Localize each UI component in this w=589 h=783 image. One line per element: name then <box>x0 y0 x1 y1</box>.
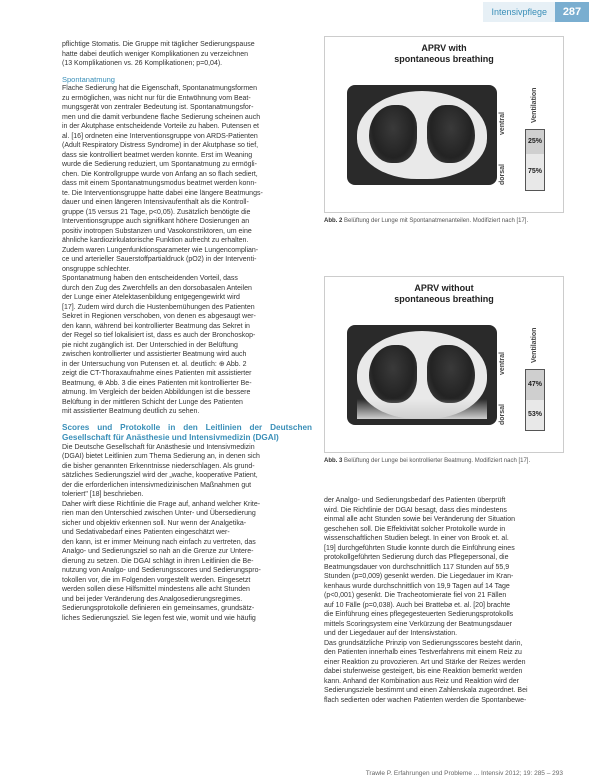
text-line: (p<0,001) gesenkt. Die Tracheotomierate fiel von 21 Fällen <box>324 592 507 599</box>
text-line: Flache Sedierung hat die Eigenschaft, Spontanatmungsformen <box>62 85 257 92</box>
ventilation-top-value: 47% <box>526 370 544 400</box>
ventilation-bar <box>525 129 545 191</box>
text-line: (Adult Respiratory Distress Syndrome) in der Akutphase so tief, <box>62 142 259 149</box>
text-line: sätzliches Sedierungsziel wird der „wache, kooperative Patient, <box>62 472 258 479</box>
text-line: al. [16] ordneten eine Interventionsgruppe von ARDS-Patienten <box>62 132 258 140</box>
figure-abb3-image <box>324 276 564 453</box>
ventilation-bottom-value: 75% <box>526 154 544 190</box>
text-line: gruppe (15 versus 21 Tage, p<0,05). Zusätzlich benötigte die <box>62 208 251 216</box>
text-line: positiv inotropen Substanzen und Vasokonstriktoren, um eine <box>62 227 252 235</box>
text-line: rien man den Unterschied zwischen Unter- und Übersedierung <box>62 510 256 517</box>
spontanatmung-body <box>62 84 312 417</box>
ct-scan-image <box>347 325 497 425</box>
text-line: dass sie kontrolliert beatmet werden konnte. Erst im Weaning <box>62 151 253 159</box>
text-line: dass mit einem Spontanatmungsmodus beatmet werden konn- <box>62 180 257 187</box>
running-header <box>483 0 589 24</box>
right-col-body <box>324 496 570 705</box>
figure-abb3-caption: Abb. 3 Belüftung der Lunge bei kontrollierter Beatmung. Modifiziert nach [17]. <box>324 458 531 464</box>
text-line: einmal alle acht Stunden sowie bei Veränderung der Situation <box>324 516 516 523</box>
figure-abb2 <box>324 36 564 225</box>
text-line: zwischen kontrollierter und assistierter Beatmung wird auch <box>62 351 247 358</box>
text-line: ähnliche kardiozirkulatorische Funktion aufrecht zu erhalten. <box>62 237 249 244</box>
text-line: in der Akutphase entscheidende Vorteile zu haben. Putensen et <box>62 123 259 130</box>
ventilation-bottom-value: 53% <box>526 400 544 430</box>
text-line: ce und arterieller Sauerstoffpartialdruck (pO2) in der Interventi- <box>62 256 257 263</box>
text-line: der Lunge einer Atelektasenbildung entgegengewirkt wird <box>62 294 240 301</box>
left-column <box>62 40 312 623</box>
text-line: werden sollen diese Hilfsmittel mindestens alle acht Stunden <box>62 586 250 593</box>
ct-scan-image <box>347 85 497 185</box>
ventilation-bar <box>525 369 545 431</box>
text-line: pie nicht zugänglich ist. Der Unterschied in der Belüftung <box>62 341 238 349</box>
text-line: und Sedativabedarf eines Patienten eingeschätzt wer- <box>62 529 230 536</box>
text-line: Zudem waren Lungenfunktionsparameter wie Lungencomplian- <box>62 246 259 254</box>
text-line: wurde die Sedierung reduziert, um Spontanatmung zu ermögli- <box>62 161 257 168</box>
text-line: toleriert" [18] beschrieben. <box>62 491 144 498</box>
text-line: atmung. Im Vergleich der beiden Abbildungen ist die bessere <box>62 389 251 396</box>
text-line: sicher und objektiv erkennen soll. Nur wenn der Analgetika- <box>62 519 247 527</box>
figure-abb2-image <box>324 36 564 213</box>
text-line: Stunden (p=0,009) gesenkt werden. Die Liegedauer im Kran- <box>324 573 514 580</box>
text-line: der Regel so tief lokalisiert ist, dass es auch der Bronchoskop- <box>62 332 256 339</box>
figure-abb3-title-2: spontaneous breathing <box>394 294 494 304</box>
scores-body <box>62 443 312 624</box>
text-line: und der Liegedauer auf der Intensivstation. <box>324 630 458 637</box>
text-line: [19] durchgeführten Studie konnte durch die Einführung eines <box>324 544 515 552</box>
page-number: 287 <box>555 2 589 22</box>
text-line: zu ermöglichen, was nicht nur für die Entwöhnung vom Beat- <box>62 94 251 102</box>
text-line: flach sedierten oder wachen Patienten werden die Spontanbewe- <box>324 696 527 704</box>
text-line: Spontanatmung haben den entscheidenden Vorteil, dass <box>62 275 238 282</box>
label-dorsal: dorsal <box>499 403 506 425</box>
text-line: Die Deutsche Gesellschaft für Anästhesie und Intensivmedizin <box>62 443 255 451</box>
text-line: Sedierungsprotokolle definieren ein gemeinsames, grundsätz- <box>62 605 255 612</box>
page-footer: Trawle P. Erfahrungen und Probleme ... Intensiv 2012; 19: 285 – 293 <box>365 770 563 777</box>
text-line: Analgo- und Sedierungsziel so nah an die Grenze zur Untere- <box>62 548 254 555</box>
text-line: den kann, ist er immer Meinung nach einfach zu vertreten, das <box>62 538 256 546</box>
text-line: te. Die Interventionsgruppe hatte dabei eine längere Beatmungs- <box>62 189 263 197</box>
text-line: mittels Scoringsystem eine Verkürzung der Beatmungsdauer <box>324 620 512 628</box>
text-line: hatte dabei deutlich weniger Komplikationen zu verzeichnen <box>62 50 249 58</box>
text-line: liches Sedierungsziel. Sie legen fest wie, womit und wie häufig <box>62 614 256 622</box>
text-line: onsgruppe schlechter. <box>62 265 131 273</box>
text-line: den Patienten innerhalb eines Testverfahrens mit einem Reiz zu <box>324 649 522 656</box>
text-line: (DGAI) bietet Leitlinien zum Thema Sedierung an, in denen sich <box>62 453 260 460</box>
text-line: Beatmung, ⊕ Abb. 3 die eines Patienten mit kontrollierter Be- <box>62 379 252 387</box>
text-line: und bei jeder Veränderung des Analgosedierungsregimes. <box>62 595 243 603</box>
text-line: mit assistierter Beatmung deutlich zu sehen. <box>62 408 200 415</box>
text-line: Sekret in Regionen verschoben, von denen es abgesaugt wer- <box>62 313 256 320</box>
label-ventilation: Ventilation <box>531 87 538 123</box>
text-line: men und die damit verbundene flache Sedierung scheinen auch <box>62 113 261 121</box>
figure-abb2-caption: Abb. 2 Belüftung der Lunge mit Spontanatmenanteilen. Modifiziert nach [17]. <box>324 218 529 224</box>
text-line: Daher wirft diese Richtlinie die Frage auf, anhand welcher Krite- <box>62 500 261 508</box>
section-heading-spontanatmung: Spontanatmung <box>62 74 115 84</box>
text-line: Interventionsgruppe auch signifikant höhere Dosierungen an <box>62 218 250 225</box>
text-line: chen. Die Kontrollgruppe wurde von Anfang an so flach sediert, <box>62 170 258 178</box>
text-line: durch den Zug des Zwerchfells an den dorsobasalen Anteilen <box>62 284 252 292</box>
label-dorsal: dorsal <box>499 163 506 185</box>
figure-abb2-title-1: APRV with <box>421 43 467 53</box>
label-ventral: ventral <box>499 112 506 135</box>
text-line: auf 10 Fälle (p=0,038). Auch bei Brattebø et. al. [20] brachte <box>324 601 511 609</box>
text-line: pflichtige Stomatis. Die Gruppe mit täglicher Sedierungspause <box>62 41 255 48</box>
text-line: wissenschaftlichen Studien belegt. In einer von Brook et. al. <box>324 535 509 542</box>
text-line: protokollgeführten Sedierung durch das Pflegepersonal, die <box>324 554 509 561</box>
label-ventral: ventral <box>499 352 506 375</box>
text-line: kann. Anhand der Kombination aus Reiz und Reaktion wird der <box>324 677 519 685</box>
left-col-intro <box>62 40 312 69</box>
ventilation-top-value: 25% <box>526 130 544 154</box>
text-line: Sedierungsziele bestimmt und einen Zahlenskala zugeordnet. Bei <box>324 687 528 694</box>
text-line: Belüftung in der mittleren Schicht der Lunge des Patienten <box>62 398 243 406</box>
text-line: der die erforderlichen intensivmedizinischen Maßnahmen gut <box>62 481 252 489</box>
text-line: mungsgerät von zentraler Bedeutung ist. Spontanatmungsfor- <box>62 104 254 111</box>
label-ventilation: Ventilation <box>531 327 538 363</box>
text-line: kenhaus wurde durchschnittlich von 19,9 Tagen auf 14 Tage <box>324 582 510 590</box>
text-line: zeigt die CT-Thoraxaufnahme eines Patienten mit assistierter <box>62 370 252 377</box>
text-line: der Analgo- und Sedierungsbedarf des Patienten überprüft <box>324 497 506 504</box>
text-line: tokollen vor, die im Folgenden vorgestellt werden. Eingesetzt <box>62 576 251 584</box>
text-line: dierung zu setzen. Die DGAI schlägt in ihren Leitlinien die Be- <box>62 557 254 565</box>
text-line: den kann, während bei kontrollierter Beatmung das Sekret in <box>62 322 250 330</box>
text-line: in der Untersuchung von Putensen et. al. deutlich: ⊕ Abb. 2 <box>62 360 247 368</box>
text-line: wird. Die Richtlinie der DGAI besagt, dass dies mindestens <box>324 506 507 514</box>
text-line: Das grundsätzliche Prinzip von Sedierungsscores besteht darin, <box>324 639 523 647</box>
figure-abb3-title-1: APRV without <box>414 283 474 293</box>
text-line: dabei stufenweise gesteigert, bis eine Reaktion bemerkt werden <box>324 668 523 675</box>
text-line: nutzung von Analgo- und Sedierungsscores und Sedierungspro- <box>62 567 261 574</box>
text-line: die bisher genannten Erkenntnisse niederschlagen. Als grund- <box>62 462 255 470</box>
text-line: geschehen soll. Die Effektivität solcher Protokolle wurde in <box>324 525 506 533</box>
right-column <box>324 496 570 705</box>
section-heading-scores: Scores und Protokolle in den Leitlinien der Deutschen Gesellschaft für Anästhesie und Intensivmedizin (DGAI) <box>62 422 312 442</box>
text-line: die Einführung eines pflegegesteuerten Sedierungsprotokolls <box>324 611 514 618</box>
text-line: dauer und einen längeren Intensivaufenthalt als die Kontroll- <box>62 199 249 206</box>
text-line: (13 Komplikationen vs. 26 Komplikationen; p=0,04). <box>62 60 223 67</box>
text-line: Beatmungsdauer von durchschnittlich 117 Stunden auf 55,9 <box>324 563 510 571</box>
section-title: Intensivpflege <box>483 2 555 22</box>
text-line: [17]. Zudem wird durch die Hustenbemühungen des Patienten <box>62 303 255 311</box>
figure-abb3 <box>324 276 564 465</box>
text-line: einer Reaktion zu provozieren. Art und Stärke der Reizes werden <box>324 658 526 666</box>
figure-abb2-title-2: spontaneous breathing <box>394 54 494 64</box>
